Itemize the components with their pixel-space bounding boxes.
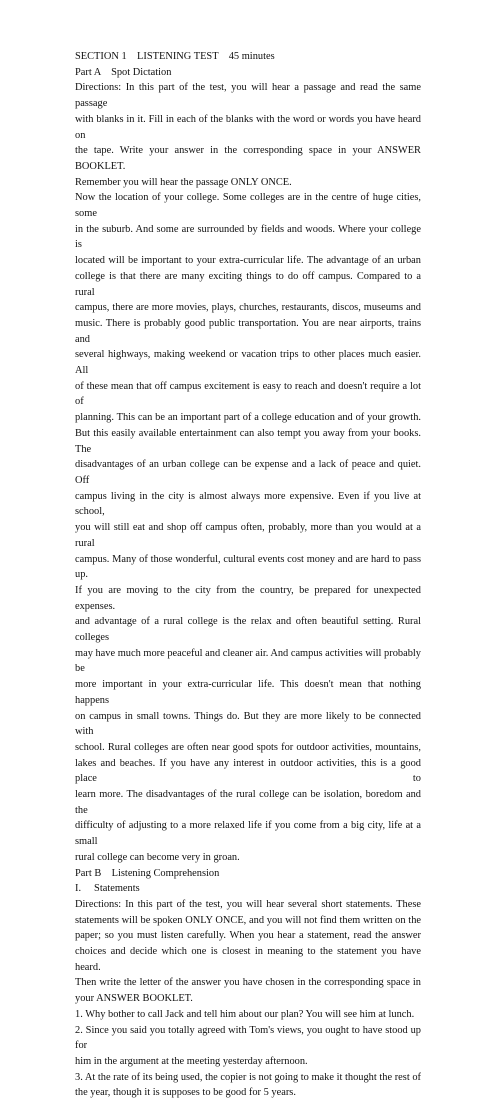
directions-line: Then write the letter of the answer you have chosen in the corresponding space in xyxy=(75,977,421,989)
section-i-directions xyxy=(75,897,421,1007)
passage-line: Now the location of your college. Some colleges are in the centre of huge cities, some xyxy=(75,192,421,220)
passage-line: learn more. The disadvantages of the rural college can be isolation, boredom and the xyxy=(75,789,421,816)
passage-line: school. Rural colleges are often near good spots for outdoor activities, mountains, xyxy=(75,741,421,753)
directions-line: Directions: In this part of the test, you will hear several short statements. These xyxy=(75,898,421,910)
directions-line: with blanks in it. Fill in each of the blanks with the word or words you have heard on xyxy=(75,113,421,141)
section-title: SECTION 1 LISTENING TEST 45 minutes xyxy=(75,51,275,62)
passage-line: may have much more peaceful and cleaner air. And campus activities will probably be xyxy=(75,647,421,675)
directions-line: Remember you will hear the passage ONLY ONCE. xyxy=(75,176,292,188)
statement-2 xyxy=(75,1023,421,1070)
passage-line: campus. Many of those wonderful, cultural events cost money and are hard to pass up. xyxy=(75,553,421,581)
section-i-title: I. Statements xyxy=(75,883,140,895)
directions-line: statements will be spoken ONLY ONCE, and you will not find them written on the xyxy=(75,914,421,926)
passage-line: and advantage of a rural college is the relax and often beautiful setting. Rural colleges xyxy=(75,616,421,644)
directions-line: choices and decide which one is closest in meaning to the statement you have heard. xyxy=(75,946,421,973)
dictation-passage xyxy=(75,190,421,865)
passage-line: rural college can become very in groan. xyxy=(75,851,240,863)
passage-line: campus, there are more movies, plays, churches, restaurants, discos, museums and xyxy=(75,302,421,314)
passage-line: planning. This can be an important part of a college education and of your growth. xyxy=(75,412,421,424)
statement-line: him in the argument at the meeting yesterday afternoon. xyxy=(75,1056,308,1067)
directions-line: Directions: In this part of the test, you will hear a passage and read the same passage xyxy=(75,82,421,110)
passage-line: music. There is probably good public transportation. You are near airports, trains and xyxy=(75,317,421,345)
passage-line: campus living in the city is almost always more expensive. Even if you live at school, xyxy=(75,490,421,518)
directions-line: paper; so you must listen carefully. When you hear a statement, read the answer xyxy=(75,930,421,942)
passage-line: several highways, making weekend or vacation trips to other places much easier. All xyxy=(75,349,421,377)
part-a-directions xyxy=(75,80,421,190)
directions-line: the tape. Write your answer in the corresponding space in your ANSWER BOOKLET. xyxy=(75,145,421,172)
passage-line: on campus in small towns. Things do. But they are more likely to be connected with xyxy=(75,710,421,738)
directions-line: your ANSWER BOOKLET. xyxy=(75,993,193,1005)
passage-line: you will still eat and shop off campus often, probably, more than you would at a rural xyxy=(75,522,421,549)
passage-line: But this easily available entertainment can also tempt you away from your books. The xyxy=(75,427,421,455)
statement-line: the year, though it is supposes to be good for 5 years. xyxy=(75,1087,296,1099)
passage-line: If you are moving to the city from the country, be prepared for unexpected expenses. xyxy=(75,584,421,612)
statement-1 xyxy=(75,1007,421,1023)
passage-line: disadvantages of an urban college can be expense and a lack of peace and quiet. Off xyxy=(75,459,421,486)
statement-line: 1. Why bother to call Jack and tell him about our plan? You will see him at lunch. xyxy=(75,1008,415,1020)
passage-line: of these mean that off campus excitement is easy to reach and doesn't require a lot of xyxy=(75,380,421,408)
passage-line: more important in your extra-curricular life. This doesn't mean that nothing happens xyxy=(75,679,421,706)
part-b-title: Part B Listening Comprehension xyxy=(75,867,220,879)
passage-line: in the suburb. And some are surrounded by fields and woods. Where your college is xyxy=(75,223,421,251)
statement-line: 3. At the rate of its being used, the copier is not going to make it thought the rest of xyxy=(75,1071,421,1083)
part-a-title: Part A Spot Dictation xyxy=(75,66,172,78)
statement-3 xyxy=(75,1070,421,1101)
statement-line: 2. Since you said you totally agreed with Tom's views, you ought to have stood up for xyxy=(75,1024,421,1052)
passage-line: located will be important to your extra-curricular life. The advantage of an urban xyxy=(75,255,421,267)
passage-line: college is that there are many exciting things to do off campus. Compared to a rural xyxy=(75,270,421,298)
passage-line: difficulty of adjusting to a more relaxed life if you come from a big city, life at a small xyxy=(75,820,421,848)
passage-line: lakes and beaches. If you have any interest in outdoor activities, this is a good place to xyxy=(75,757,421,785)
document-page xyxy=(75,49,421,1101)
